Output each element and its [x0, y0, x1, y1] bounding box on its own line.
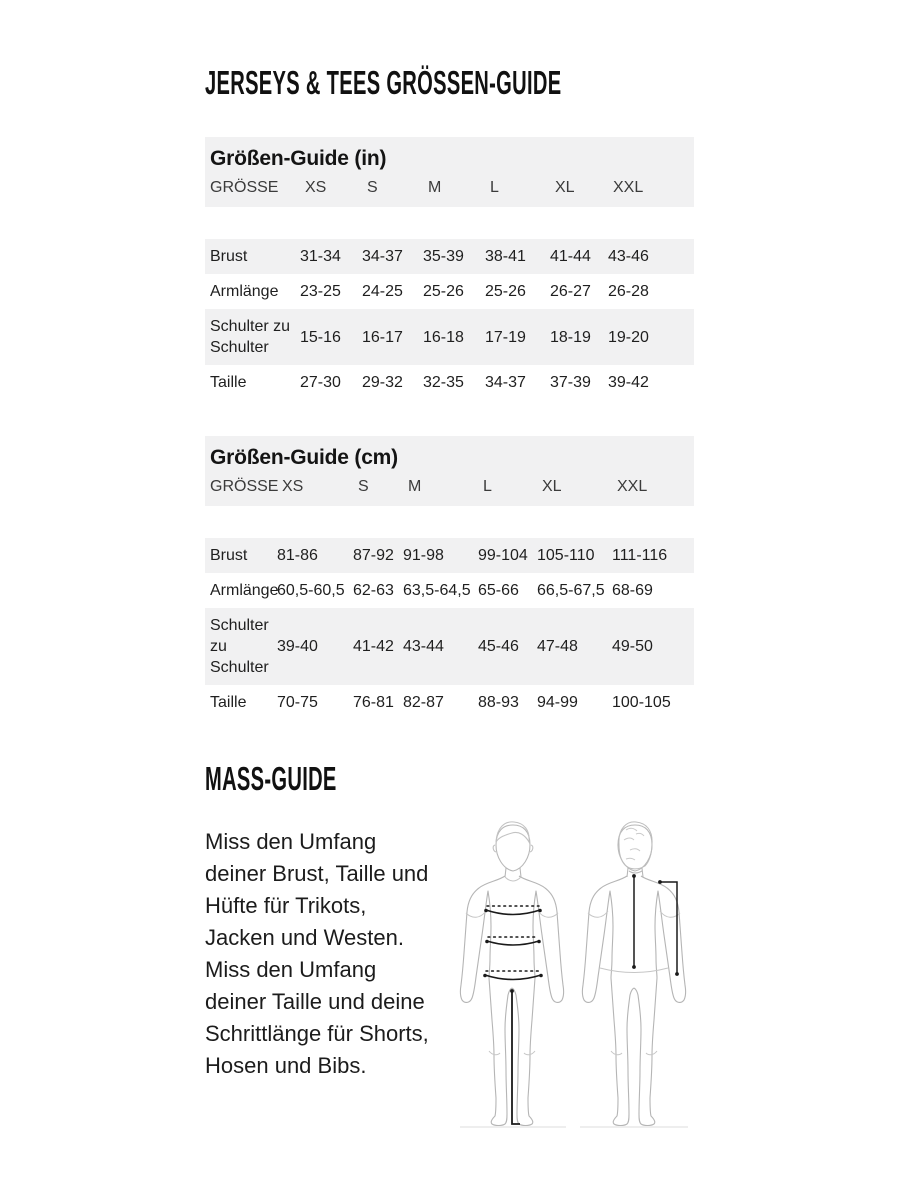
table-cell: 18-19	[550, 328, 591, 346]
mass-guide-instructions: Miss den Umfang deiner Brust, Taille und Hüfte für Trikots, Jacken und Westen. Miss den Umfang deiner Taille und deine Schrittlänge für Shorts, Hosen und Bibs.	[205, 829, 429, 1078]
table-cell: 111-116	[612, 547, 668, 564]
back-figure-outline	[582, 822, 685, 1126]
table-cell: 105-110	[537, 547, 595, 564]
table-cell: 15-16	[300, 328, 341, 346]
table-cell: 88-93	[478, 694, 519, 711]
table-cell: 60,5-60,5	[277, 582, 345, 599]
table-cell: 25-26	[485, 283, 526, 300]
size-guide-in-title: Größen-Guide (in)	[210, 147, 387, 170]
column-header: XL	[555, 179, 575, 196]
table-cell: 43-44	[403, 638, 444, 655]
row-label: Brust	[210, 547, 248, 564]
row-label: Brust	[210, 248, 248, 265]
row-label: Schulter zu Schulter	[210, 617, 269, 676]
size-guide-cm-header	[205, 436, 694, 506]
table-cell: 25-26	[423, 283, 464, 300]
table-cell: 49-50	[612, 638, 653, 655]
table-cell: 76-81	[353, 694, 394, 711]
waist-tape-line	[487, 941, 539, 945]
mass-guide-section	[205, 760, 694, 1134]
column-header: XS	[305, 179, 327, 196]
table-row	[205, 274, 694, 309]
table-cell: 23-25	[300, 283, 341, 300]
table-cell: 82-87	[403, 694, 444, 711]
table-cell: 47-48	[537, 638, 578, 655]
table-cell: 66,5-67,5	[537, 582, 605, 599]
size-guide-in-section	[205, 137, 694, 400]
front-head	[493, 822, 533, 877]
column-header: S	[367, 179, 378, 196]
table-cell: 34-37	[485, 374, 526, 391]
table-cell: 45-46	[478, 638, 519, 655]
column-header: GRÖSSE	[210, 179, 279, 196]
table-cell: 65-66	[478, 582, 519, 599]
column-header: L	[483, 478, 492, 495]
table-cell: 27-30	[300, 374, 341, 391]
table-cell: 81-86	[277, 547, 318, 564]
table-cell: 43-46	[608, 248, 649, 265]
column-header: XXL	[617, 478, 648, 495]
column-header: XS	[282, 478, 304, 495]
column-header: S	[358, 478, 369, 495]
table-cell: 63,5-64,5	[403, 582, 471, 599]
size-guide-cm-section	[205, 436, 694, 720]
table-cell: 19-20	[608, 328, 649, 346]
size-guide-in-column-headers	[210, 178, 694, 197]
chest-tape-line	[486, 910, 540, 915]
table-cell: 34-37	[362, 248, 403, 265]
back-head	[618, 822, 652, 877]
row-label: Schulter zu Schulter	[210, 318, 291, 356]
column-header: GRÖSSE	[210, 478, 279, 495]
table-cell: 38-41	[485, 248, 526, 265]
table-cell: 94-99	[537, 694, 578, 711]
size-guide-in-table	[205, 239, 694, 400]
table-cell: 39-42	[608, 374, 649, 391]
table-cell: 31-34	[300, 248, 341, 265]
column-header: XL	[542, 478, 562, 495]
measurement-diagram	[454, 814, 694, 1134]
inseam-line	[512, 992, 520, 1124]
mass-guide-title: MASS-GUIDE	[205, 760, 337, 797]
table-cell: 70-75	[277, 694, 318, 711]
size-guide-in-header	[205, 137, 694, 207]
row-label: Armlänge	[210, 582, 279, 599]
size-guide-cm-table	[205, 538, 694, 720]
row-label: Taille	[210, 374, 247, 391]
table-cell: 87-92	[353, 547, 394, 564]
size-guide-cm-title: Größen-Guide (cm)	[210, 446, 398, 469]
hip-tape-line	[485, 975, 541, 980]
table-cell: 16-18	[423, 328, 464, 346]
table-cell: 68-69	[612, 582, 653, 599]
page-title: JERSEYS & TEES GRÖSSEN-GUIDE	[205, 64, 562, 101]
table-cell: 62-63	[353, 582, 394, 599]
table-cell: 100-105	[612, 694, 671, 711]
row-label: Taille	[210, 694, 247, 711]
table-cell: 41-44	[550, 248, 591, 265]
table-row	[205, 309, 694, 365]
table-cell: 32-35	[423, 374, 464, 391]
table-cell: 35-39	[423, 248, 464, 265]
table-cell: 37-39	[550, 374, 591, 391]
table-row	[205, 573, 694, 608]
front-figure-outline	[460, 822, 563, 1126]
column-header: M	[428, 179, 442, 196]
table-row	[205, 365, 694, 400]
table-row	[205, 239, 694, 274]
body-measurement-figures	[454, 814, 694, 1134]
column-header: M	[408, 478, 422, 495]
table-cell: 26-27	[550, 283, 591, 300]
row-label: Armlänge	[210, 283, 279, 300]
table-row	[205, 685, 694, 720]
table-cell: 99-104	[478, 547, 528, 564]
table-cell: 41-42	[353, 638, 394, 655]
table-cell: 17-19	[485, 328, 526, 346]
table-cell: 24-25	[362, 283, 403, 300]
table-row	[205, 538, 694, 573]
column-header: XXL	[613, 179, 644, 196]
table-cell: 16-17	[362, 328, 403, 346]
table-row	[205, 608, 694, 685]
table-cell: 91-98	[403, 547, 444, 564]
size-guide-cm-column-headers	[210, 477, 694, 496]
column-header: L	[490, 179, 499, 196]
table-cell: 26-28	[608, 283, 649, 300]
table-cell: 39-40	[277, 638, 318, 655]
table-cell: 29-32	[362, 374, 403, 391]
